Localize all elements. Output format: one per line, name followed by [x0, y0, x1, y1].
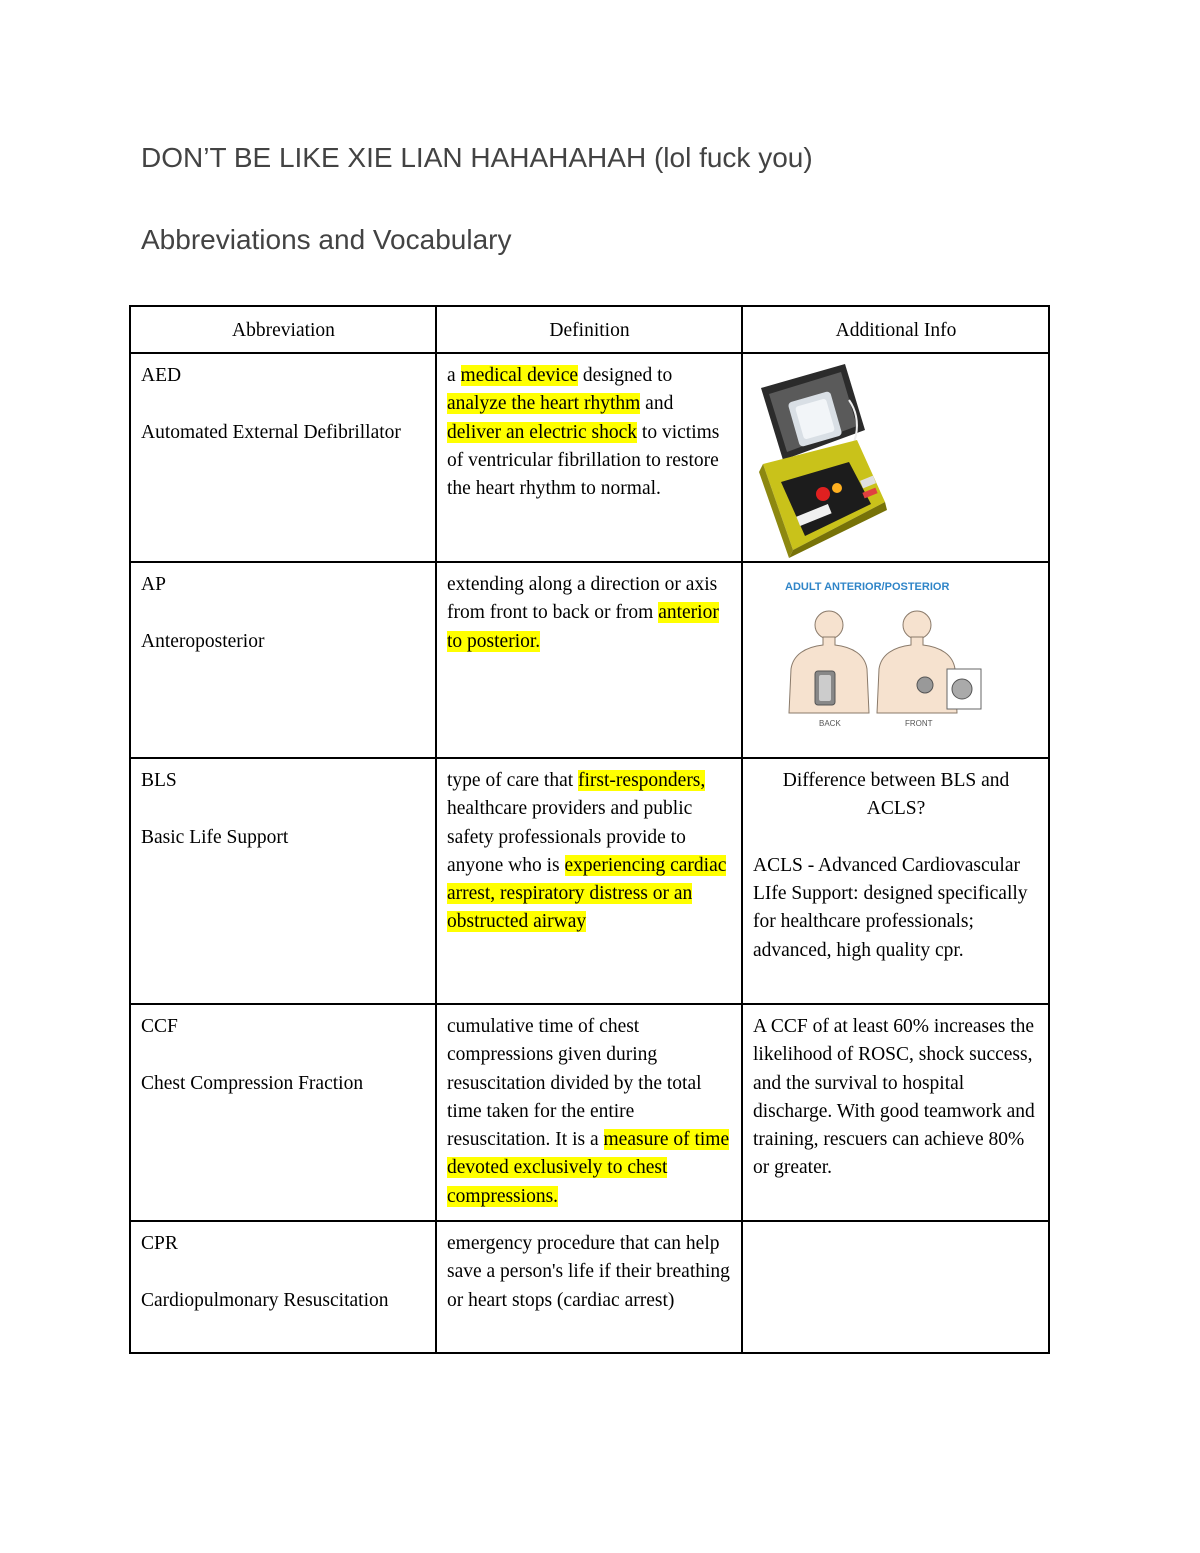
- definition-cell: [436, 562, 742, 758]
- image-label-back: BACK: [819, 719, 841, 728]
- table-row: [130, 758, 1049, 1004]
- abbreviation: AP: [141, 574, 166, 595]
- highlighted-text: medical device: [460, 365, 579, 386]
- definition-cell: [436, 1004, 742, 1221]
- definition-text: [447, 571, 732, 656]
- definition-cell: [436, 1221, 742, 1353]
- definition-text: [447, 1230, 732, 1315]
- definition-segment: a: [447, 365, 461, 386]
- abbreviation-full-name: Basic Life Support: [141, 826, 289, 848]
- abbreviation-cell: [130, 1004, 436, 1221]
- abbreviation-cell: [130, 562, 436, 758]
- definition-segment: designed to: [578, 365, 673, 386]
- definition-text: [447, 362, 732, 503]
- column-header-additional-info: Additional Info: [742, 306, 1049, 353]
- definition-segment: to victims of ventricular fibrillation to restore the heart rhythm to normal.: [447, 421, 720, 500]
- abbreviation: AED: [141, 365, 182, 386]
- additional-info-cell: [742, 758, 1049, 1004]
- highlighted-text: first-responders,: [578, 770, 706, 791]
- abbreviation-cell: [130, 758, 436, 1004]
- definition-cell: [436, 758, 742, 1004]
- abbreviation: BLS: [141, 770, 177, 791]
- definition-segment: extending along a direction or axis from front to back or from: [447, 574, 718, 624]
- definition-segment: emergency procedure that can help save a person's life if their breathing or heart stops (cardiac arrest): [447, 1233, 730, 1311]
- section-heading: Abbreviations and Vocabulary: [141, 224, 512, 255]
- ap-pad-placement-image: [765, 573, 1005, 743]
- additional-info-text: A CCF of at least 60% increases the likelihood of ROSC, shock success, and the survival to hospital discharge. With good teamwork and training, rescuers can achieve 80% or greater.: [753, 1016, 1035, 1179]
- additional-info-cell: [742, 1221, 1049, 1353]
- image-label-front: FRONT: [905, 719, 933, 728]
- column-header-abbreviation: Abbreviation: [130, 306, 436, 353]
- highlighted-text: analyze the heart rhythm: [447, 393, 641, 415]
- highlighted-text: experiencing cardiac arrest, respiratory distress or an obstructed airway: [447, 854, 727, 933]
- definition-segment: cumulative time of chest compressions given during resuscitation divided by the total time taken for the entire resuscitation. It is a: [447, 1016, 702, 1151]
- additional-info-heading: Difference between BLS and ACLS?: [782, 770, 1010, 820]
- abbreviation-cell: [130, 353, 436, 562]
- table-row: [130, 353, 1049, 562]
- definition-segment: type of care that: [447, 770, 579, 791]
- abbreviation-full-name: Automated External Defibrillator: [141, 421, 401, 443]
- abbreviation: CCF: [141, 1016, 178, 1037]
- definition-segment: and: [640, 393, 674, 415]
- highlighted-text: anterior to posterior.: [447, 602, 719, 652]
- additional-info-cell: [742, 1004, 1049, 1221]
- abbreviation-full-name: Anteroposterior: [141, 630, 265, 652]
- abbreviation-full-name: Chest Compression Fraction: [141, 1072, 364, 1094]
- aed-device-image: [753, 360, 893, 560]
- additional-info-cell: [742, 562, 1049, 758]
- abbreviation-full-name: Cardiopulmonary Resuscitation: [141, 1289, 389, 1311]
- definition-text: [447, 767, 732, 937]
- additional-info-text: ACLS - Advanced Cardiovascular LIfe Support: designed specifically for healthcare professionals; advanced, high quality cpr.: [753, 854, 1028, 961]
- definition-text: [447, 1013, 732, 1211]
- highlighted-text: measure of time devoted exclusively to chest compressions.: [447, 1129, 730, 1207]
- definition-cell: [436, 353, 742, 562]
- document-title: DON’T BE LIKE XIE LIAN HAHAHAHAH (lol fuck you): [141, 142, 813, 173]
- table-header-row: [130, 306, 1049, 353]
- abbreviation-cell: [130, 1221, 436, 1353]
- column-header-definition: Definition: [436, 306, 742, 353]
- table-row: [130, 562, 1049, 758]
- highlighted-text: deliver an electric shock: [447, 421, 638, 443]
- additional-info-cell: [742, 353, 1049, 562]
- abbreviation: CPR: [141, 1233, 178, 1254]
- image-heading: ADULT ANTERIOR/POSTERIOR: [785, 581, 950, 593]
- table-row: [130, 1221, 1049, 1353]
- table-row: [130, 1004, 1049, 1221]
- definition-segment: healthcare providers and public safety professionals provide to anyone who is: [447, 798, 693, 876]
- vocabulary-table: [129, 305, 1050, 1354]
